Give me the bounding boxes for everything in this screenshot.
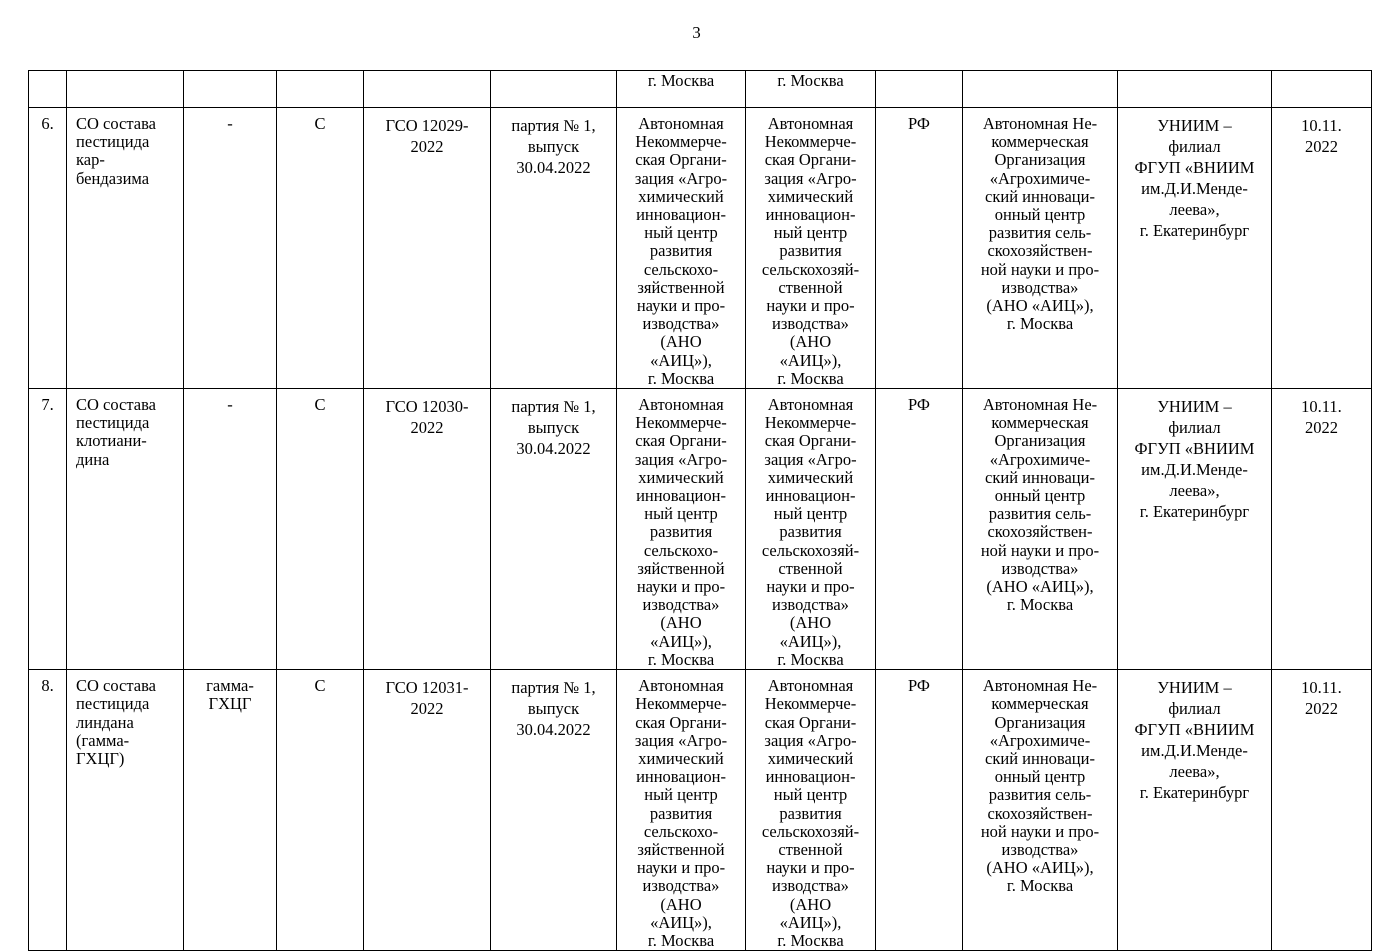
page-number: 3 bbox=[692, 23, 701, 42]
cell-country: РФ bbox=[876, 108, 963, 389]
table-row bbox=[29, 670, 1372, 951]
cell-batch: партия № 1, выпуск 30.04.2022 bbox=[491, 108, 617, 389]
cell-empty bbox=[491, 71, 617, 108]
cell-number: 7. bbox=[29, 389, 67, 670]
cell-number: 6. bbox=[29, 108, 67, 389]
cell-short-name: - bbox=[184, 108, 277, 389]
cell-category: С bbox=[277, 108, 364, 389]
cell-developer: Автономная Некоммерче- ская Органи- зация «Агро- химический инновацион- ный центр развития сельскохозяй- ственной науки и про- изводства» (АНО «АИЦ»), г. Москва bbox=[746, 670, 876, 951]
cell-empty bbox=[364, 71, 491, 108]
cell-name: СО состава пестицида линдана (гамма- ГХЦГ) bbox=[67, 670, 184, 951]
table-row bbox=[29, 108, 1372, 389]
cell-producer: Автономная Некоммерче- ская Органи- зация «Агро- химический инновацион- ный центр развития сельскохо- зяйственной науки и про- изводства» (АНО «АИЦ»), г. Москва bbox=[617, 108, 746, 389]
cell-empty bbox=[277, 71, 364, 108]
cell-date: 10.11. 2022 bbox=[1272, 108, 1372, 389]
cell-number: 8. bbox=[29, 670, 67, 951]
cell-gso-number: ГСО 12029- 2022 bbox=[364, 108, 491, 389]
cell-short-name: гамма- ГХЦГ bbox=[184, 670, 277, 951]
cell-country: РФ bbox=[876, 389, 963, 670]
cell-gso-number: ГСО 12030- 2022 bbox=[364, 389, 491, 670]
cell-gso-number: ГСО 12031- 2022 bbox=[364, 670, 491, 951]
cell-batch: партия № 1, выпуск 30.04.2022 bbox=[491, 389, 617, 670]
cell-batch: партия № 1, выпуск 30.04.2022 bbox=[491, 670, 617, 951]
cell-date: 10.11. 2022 bbox=[1272, 389, 1372, 670]
registry-table bbox=[28, 70, 1372, 951]
cell-applicant: Автономная Не- коммерческая Организация «Агрохимиче- ский инноваци- онный центр развития сель- скохозяйствен- ной науки и про- изводства» (АНО «АИЦ»), г. Москва bbox=[963, 389, 1118, 670]
cell-empty bbox=[67, 71, 184, 108]
cell-name: СО состава пестицида клотиани- дина bbox=[67, 389, 184, 670]
cell-applicant: Автономная Не- коммерческая Организация «Агрохимиче- ский инноваци- онный центр развития сель- скохозяйствен- ной науки и про- изводства» (АНО «АИЦ»), г. Москва bbox=[963, 108, 1118, 389]
cell-producer: Автономная Некоммерче- ская Органи- зация «Агро- химический инновацион- ный центр развития сельскохо- зяйственной науки и про- изводства» (АНО «АИЦ»), г. Москва bbox=[617, 389, 746, 670]
cell-empty bbox=[876, 71, 963, 108]
cell-category: С bbox=[277, 389, 364, 670]
cell-applicant: Автономная Не- коммерческая Организация «Агрохимиче- ский инноваци- онный центр развития сель- скохозяйствен- ной науки и про- изводства» (АНО «АИЦ»), г. Москва bbox=[963, 670, 1118, 951]
cell-tester: УНИИМ – филиал ФГУП «ВНИИМ им.Д.И.Менде- леева», г. Екатеринбург bbox=[1118, 108, 1272, 389]
cell-developer: г. Москва bbox=[746, 71, 876, 108]
cell-country: РФ bbox=[876, 670, 963, 951]
cell-empty bbox=[963, 71, 1118, 108]
cell-short-name: - bbox=[184, 389, 277, 670]
cell-producer: г. Москва bbox=[617, 71, 746, 108]
cell-empty bbox=[184, 71, 277, 108]
cell-date: 10.11. 2022 bbox=[1272, 670, 1372, 951]
cell-name: СО состава пестицида кар- бендазима bbox=[67, 108, 184, 389]
cell-tester: УНИИМ – филиал ФГУП «ВНИИМ им.Д.И.Менде- леева», г. Екатеринбург bbox=[1118, 389, 1272, 670]
cell-developer: Автономная Некоммерче- ская Органи- зация «Агро- химический инновацион- ный центр развития сельскохозяй- ственной науки и про- изводства» (АНО «АИЦ»), г. Москва bbox=[746, 108, 876, 389]
cell-developer: Автономная Некоммерче- ская Органи- зация «Агро- химический инновацион- ный центр развития сельскохозяй- ственной науки и про- изводства» (АНО «АИЦ»), г. Москва bbox=[746, 389, 876, 670]
cell-empty bbox=[29, 71, 67, 108]
cell-empty bbox=[1272, 71, 1372, 108]
cell-tester: УНИИМ – филиал ФГУП «ВНИИМ им.Д.И.Менде- леева», г. Екатеринбург bbox=[1118, 670, 1272, 951]
cell-category: С bbox=[277, 670, 364, 951]
cell-producer: Автономная Некоммерче- ская Органи- зация «Агро- химический инновацион- ный центр развития сельскохо- зяйственной науки и про- изводства» (АНО «АИЦ»), г. Москва bbox=[617, 670, 746, 951]
table-row bbox=[29, 389, 1372, 670]
table-row-continuation bbox=[29, 71, 1372, 108]
cell-empty bbox=[1118, 71, 1272, 108]
